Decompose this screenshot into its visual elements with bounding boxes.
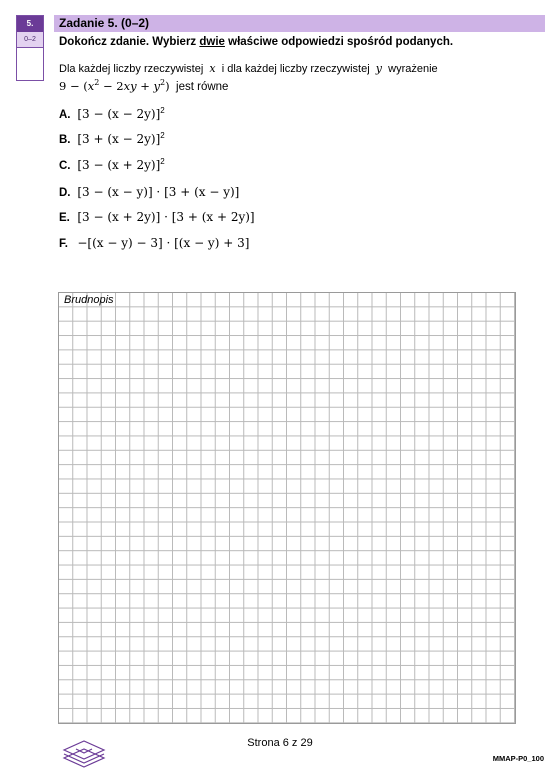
option-expression: [3 + (x − 2y)] [77,132,161,146]
option-letter: F. [59,238,68,250]
option-letter: B. [59,134,71,146]
option-expression: [3 − (x + 2y)] [77,158,161,172]
option-letter: C. [59,160,71,172]
option-f[interactable] [59,235,249,252]
stem-expression: $9 - (x^2 - 2xy + y^2)$ [59,78,170,93]
stem-text-2: i dla każdej liczby rzeczywistej [221,63,370,75]
option-expression: [3 − (x − 2y)] [77,107,161,121]
option-letter: A. [59,109,71,121]
stem-text-4: jest równe [176,81,229,93]
option-b[interactable]: B. $[3 + (x - 2y)]^2$ [59,131,165,146]
option-letter: E. [59,212,70,224]
option-d[interactable] [59,184,239,201]
stem-text-3: wyrażenie [388,63,438,75]
instruction-text-2: właściwe odpowiedzi spośród podanych. [224,36,454,48]
variable-x: x [209,62,216,75]
option-expression: [3 − (x − y)] · [3 + (x − y)] [77,185,240,199]
task-points: 0–2 [17,32,43,48]
task-instruction [59,34,549,50]
option-c[interactable]: C. $[3 - (x + 2y)]^2$ [59,157,165,172]
instruction-emphasis: dwie [199,36,225,48]
instruction-text-1: Dokończ zdanie. Wybierz [59,36,200,48]
stem-line-2 [59,78,549,96]
option-e[interactable] [59,209,255,226]
score-box [16,15,44,81]
task-title: Zadanie 5. (0–2) [59,16,150,30]
task-stem [59,60,549,96]
document-code: MMAP-P0_100 [492,754,544,763]
stem-text-1: Dla każdej liczby rzeczywistej [59,63,204,75]
option-a[interactable]: A. $[3 - (x - 2y)]^2$ [59,106,165,121]
scratch-grid[interactable] [58,292,516,724]
option-letter: D. [59,187,71,199]
option-expression: [3 − (x + 2y)] · [3 + (x + 2y)] [77,210,255,224]
page-number: Strona 6 z 29 [247,737,313,749]
stem-line-1 [59,60,549,78]
task-header [54,15,545,32]
variable-y: y [375,62,383,75]
scratch-label: Brudnopis [64,294,114,306]
score-entry-cell [17,48,43,80]
task-number: 5. [17,16,43,32]
option-expression: −[(x − y) − 3] · [(x − y) + 3] [77,236,250,250]
